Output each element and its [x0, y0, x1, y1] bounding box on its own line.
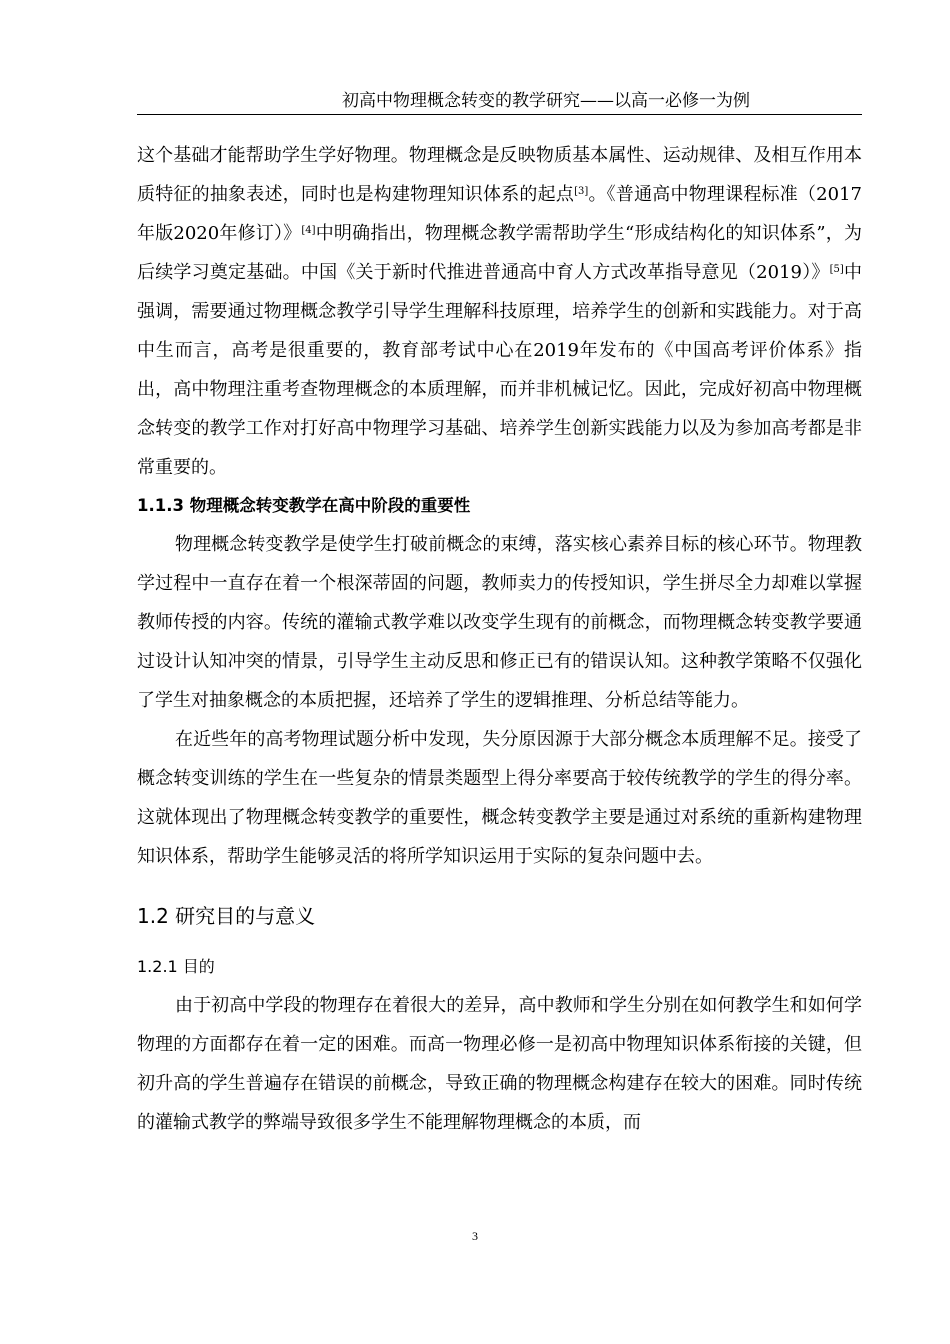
page-number: 3: [472, 1229, 478, 1243]
citation-5: [5]: [829, 264, 844, 275]
running-title: 初高中物理概念转变的教学研究——以高一必修一为例: [342, 91, 750, 111]
paragraph-intro-text-3: 中明确指出，物理概念教学需帮助学生“形成结构化的知识体系”，为后续学习奠定基础。中国《关于新时代推进普通高中育人方式改革指导意见（2019）》: [137, 223, 862, 283]
paragraph-importance: 物理概念转变教学是使学生打破前概念的束缚，落实核心素养目标的核心环节。物理教学过程中一直存在着一个根深蒂固的问题，教师卖力的传授知识，学生拼尽全力却难以掌握教师传授的内容。传统的灌输式教学难以改变学生现有的前概念，而物理概念转变教学要通过设计认知冲突的情景，引导学生主动反思和修正已有的错误认知。这种教学策略不仅强化了学生对抽象概念的本质把握，还培养了学生的逻辑推理、分析总结等能力。: [137, 534, 862, 711]
section-heading-1-1-3: 1.1.3 物理概念转变教学在高中阶段的重要性: [137, 496, 471, 515]
paragraph-purpose: 由于初高中学段的物理存在着很大的差异，高中教师和学生分别在如何教学生和如何学物理的方面都存在着一定的困难。而高一物理必修一是初高中物理知识体系衔接的关键，但初升高的学生普遍存在错误的前概念，导致正确的物理概念构建存在较大的困难。同时传统的灌输式教学的弊端导致很多学生不能理解物理概念的本质，而: [137, 995, 862, 1133]
paragraph-intro-text-1: 这个基础才能帮助学生学好物理。物理概念是反映物质基本属性、运动规律、及相互作用本质特征的抽象表述，同时也是构建物理知识体系的起点: [137, 145, 862, 205]
body-text: [137, 136, 862, 1142]
paragraph-intro-text-2: 。《普通高中物理课程标准（2017年版2020年修订）》: [137, 184, 862, 244]
citation-3: [3]: [574, 186, 589, 197]
section-heading-1-2: 1.2 研究目的与意义: [137, 904, 316, 928]
paragraph-exam-analysis: 在近些年的高考物理试题分析中发现，失分原因源于大部分概念本质理解不足。接受了概念转变训练的学生在一些复杂的情景类题型上得分率要高于较传统教学的学生的得分率。这就体现出了物理概念转变教学的重要性，概念转变教学主要是通过对系统的重新构建物理知识体系，帮助学生能够灵活的将所学知识运用于实际的复杂问题中去。: [137, 729, 862, 867]
citation-4: [4]: [301, 225, 316, 236]
section-heading-1-2-1: 1.2.1 目的: [137, 957, 215, 976]
paragraph-intro: [137, 136, 862, 487]
header-rule: [137, 114, 862, 115]
running-header: [137, 90, 862, 115]
paragraph-intro-text-4: 中强调，需要通过物理概念教学引导学生理解科技原理，培养学生的创新和实践能力。对于高中生而言，高考是很重要的，教育部考试中心在2019年发布的《中国高考评价体系》指出，高中物理注重考查物理概念的本质理解，而并非机械记忆。因此，完成好初高中物理概念转变的教学工作对打好高中物理学习基础、培养学生创新实践能力以及为参加高考都是非常重要的。: [137, 262, 862, 478]
